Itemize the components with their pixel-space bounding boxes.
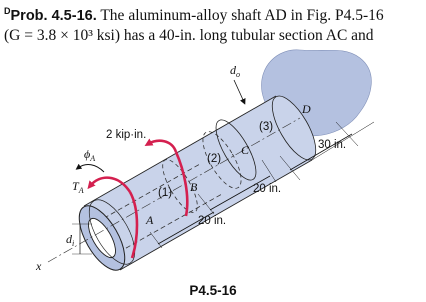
problem-text-line-2: (G = 3.8 × 10³ ksi) has a 40-in. long tubular section AC and xyxy=(4,26,374,44)
label-x: x xyxy=(36,259,42,273)
label-di: $d_i$ xyxy=(66,232,75,248)
label-TA: $T_A$ xyxy=(72,179,84,195)
problem-text-line-1: The aluminum-alloy shaft AD in Fig. P4.5-16 xyxy=(100,6,384,24)
label-phiA: $\phi_A$ xyxy=(84,147,96,163)
label-C: C xyxy=(241,143,250,157)
difficulty-marker: D xyxy=(4,6,11,16)
label-dim-20-AB: 20 in. xyxy=(198,215,227,227)
label-D: D xyxy=(302,102,311,116)
do-leader xyxy=(234,80,244,102)
label-segment-3: (3) xyxy=(259,121,274,133)
label-dim-20-BC: 20 in. xyxy=(253,183,282,195)
label-do: $d_o$ xyxy=(230,63,240,79)
label-segment-2: (2) xyxy=(207,153,222,165)
label-A: A xyxy=(146,213,154,227)
figure-caption: P4.5-16 xyxy=(189,283,237,298)
label-torque: 2 kip·in. xyxy=(106,129,147,141)
phiA-arrow xyxy=(78,165,104,172)
label-B: B xyxy=(190,180,198,194)
label-dim-30: 30 in. xyxy=(318,139,347,151)
torque-arrow-2kip xyxy=(148,141,176,152)
problem-number: Prob. 4.5-16. xyxy=(10,7,97,24)
label-segment-1: (1) xyxy=(158,187,173,199)
